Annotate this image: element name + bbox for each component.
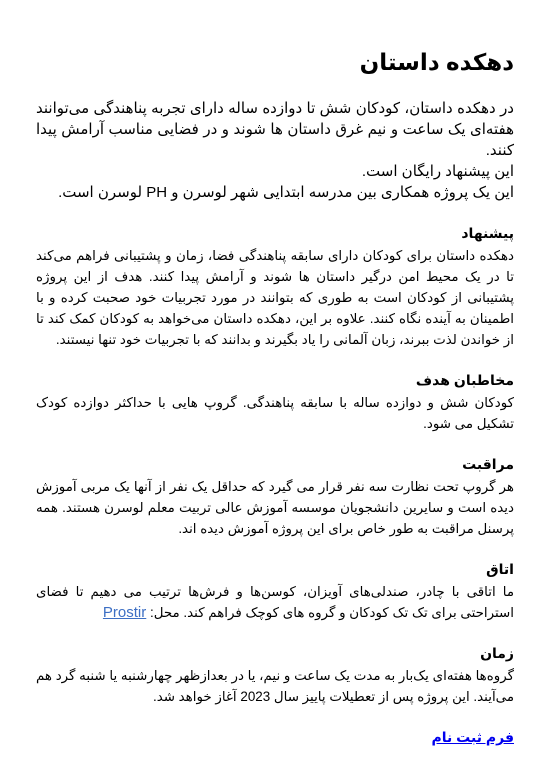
section-heading-audience: مخاطبان هدف bbox=[415, 372, 514, 388]
page-title: دهکده داستان bbox=[359, 49, 514, 75]
intro-partnership: این یک پروژه همکاری بین مدرسه ابتدایی شهر لوسرن و PH لوسرن است. bbox=[58, 184, 514, 201]
section-body-care: هر گروپ تحت نظارت سه نفر قرار می گیرد که حداقل یک نفر از آنها یک مربی آموزش دیده است و سایرین دانشجویان موسسه آموزش عالی تربیت معلم لوسرن هستند. همه پرسنل مراقبت به طور خاص برای این پروژه آموزش دیده اند. bbox=[36, 479, 514, 536]
section-audience bbox=[36, 370, 514, 434]
location-link[interactable]: Prostir bbox=[102, 604, 147, 621]
section-care bbox=[36, 454, 514, 539]
room-description: ما اتاقی با چادر، صندلی‌های آویزان، کوسن‌ها و فرش‌ها ترتیب می دهیم تا فضای استراحتی برای تک تک کودکان و گروه های کوچک فراهم کند. محل: bbox=[36, 584, 514, 620]
section-body-audience: کودکان شش و دوازده ساله با سابقه پناهندگی. گروپ هایی با حداکثر دوازده کودک تشکیل می شود. bbox=[36, 395, 514, 431]
section-body-offer: دهکده داستان برای کودکان دارای سابقه پناهندگی فضا، زمان و پشتیبانی فراهم می‌کند تا در یک محیط امن درگیر داستان ها شوند و آرامش پیدا کنند. هدف از این پروژه پشتیبانی از کودکان است به طوری که بتوانند در مورد تجربیات خود صحبت کرده و با اطمینان به آینده نگاه کنند. علاوه بر این، دهکده داستان می‌خواهد به کودکان کمک کند تا از خواندن لذت ببرند، زبان آلمانی را یاد بگیرند و بدانند که با تجربیات خود تنها نیستند. bbox=[36, 248, 514, 347]
intro-free-note: این پیشنهاد رایگان است. bbox=[361, 163, 514, 180]
section-time bbox=[36, 643, 514, 707]
section-room bbox=[36, 559, 514, 623]
intro-paragraph: در دهکده داستان، کودکان شش تا دوازده ساله دارای تجربه پناهندگی می‌توانند هفته‌ای یک ساعت و نیم غرق داستان ها شوند و در فضایی مناسب آرامش پیدا کنند. bbox=[36, 100, 514, 159]
section-offer bbox=[36, 223, 514, 350]
section-body-room bbox=[36, 581, 514, 623]
registration-form-link[interactable]: فرم ثبت نام bbox=[431, 729, 514, 745]
section-heading-offer: پیشنهاد bbox=[461, 225, 514, 241]
section-body-time: گروه‌ها هفته‌ای یک‌بار به مدت یک ساعت و نیم، یا در بعدازظهر چهارشنبه یا شنبه گرد هم می‌آیند. این پروژه پس از تعطیلات پاییز سال 2023 آغاز خواهد شد. bbox=[36, 668, 514, 704]
section-heading-room: اتاق bbox=[486, 561, 514, 577]
intro-block bbox=[36, 98, 514, 203]
section-heading-time: زمان bbox=[480, 645, 514, 661]
section-heading-care: مراقبت bbox=[462, 456, 514, 472]
